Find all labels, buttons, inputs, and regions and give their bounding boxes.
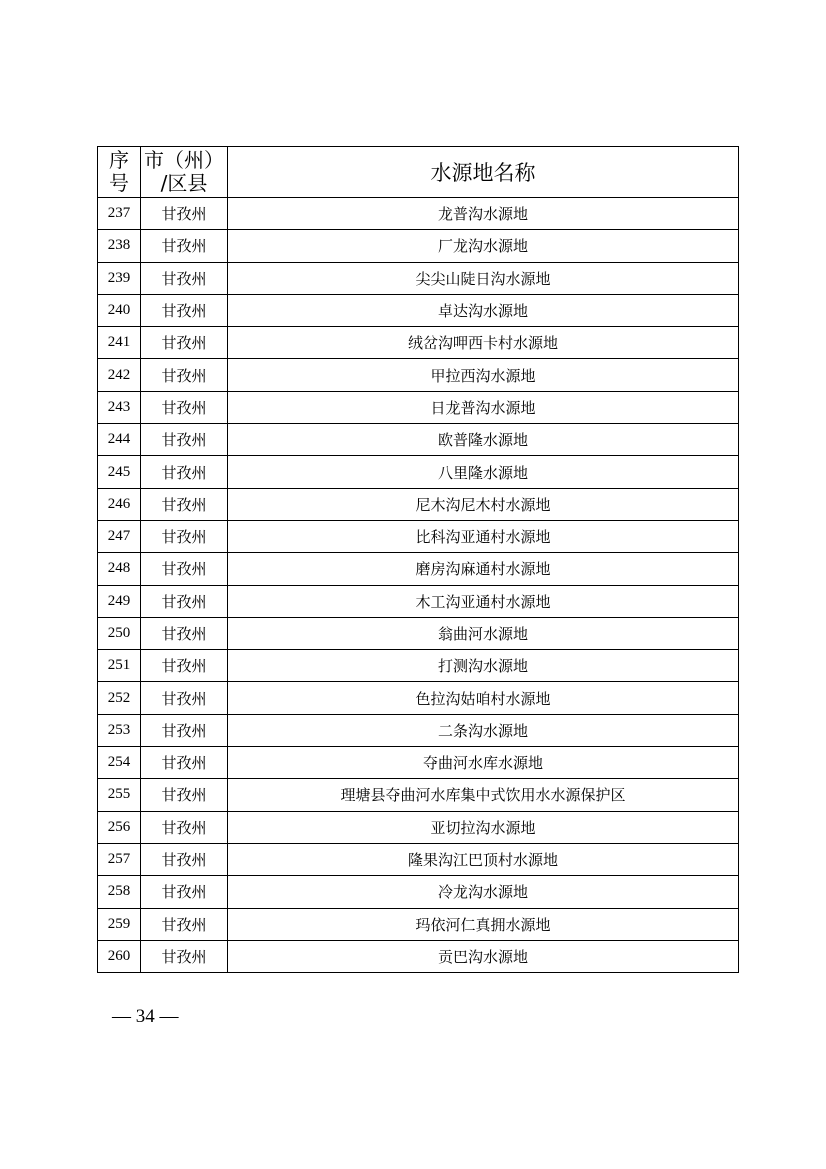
row-source-name-cell: 理塘县夺曲河水库集中式饮用水水源保护区 <box>228 779 739 811</box>
table-row <box>98 585 739 617</box>
row-city-cell: 甘孜州 <box>141 456 228 488</box>
row-source-name-cell: 尼木沟尼木村水源地 <box>228 488 739 520</box>
table-row <box>98 714 739 746</box>
column-header-city-line2: /区县 <box>160 171 208 195</box>
row-number-cell: 258 <box>98 876 141 908</box>
row-number-cell: 255 <box>98 779 141 811</box>
row-source-name-cell: 比科沟亚通村水源地 <box>228 520 739 552</box>
row-source-name-cell: 甲拉西沟水源地 <box>228 359 739 391</box>
table-row <box>98 908 739 940</box>
row-city-cell: 甘孜州 <box>141 617 228 649</box>
table-row <box>98 682 739 714</box>
row-source-name-cell: 欧普隆水源地 <box>228 424 739 456</box>
table-row <box>98 520 739 552</box>
row-number-cell: 259 <box>98 908 141 940</box>
table-row <box>98 262 739 294</box>
row-number-cell: 241 <box>98 327 141 359</box>
column-header-number-line1: 序 <box>109 148 129 172</box>
row-number-cell: 256 <box>98 811 141 843</box>
row-city-cell: 甘孜州 <box>141 327 228 359</box>
table-body <box>98 198 739 973</box>
row-city-cell: 甘孜州 <box>141 488 228 520</box>
table-header-row <box>98 147 739 198</box>
row-city-cell: 甘孜州 <box>141 359 228 391</box>
row-source-name-cell: 色拉沟姑咱村水源地 <box>228 682 739 714</box>
row-city-cell: 甘孜州 <box>141 553 228 585</box>
table-row <box>98 359 739 391</box>
table-row <box>98 198 739 230</box>
table-row <box>98 327 739 359</box>
row-number-cell: 251 <box>98 650 141 682</box>
row-number-cell: 247 <box>98 520 141 552</box>
row-number-cell: 238 <box>98 230 141 262</box>
row-city-cell: 甘孜州 <box>141 876 228 908</box>
row-number-cell: 257 <box>98 843 141 875</box>
row-source-name-cell: 冷龙沟水源地 <box>228 876 739 908</box>
row-city-cell: 甘孜州 <box>141 294 228 326</box>
column-header-number-line2: 号 <box>109 171 129 195</box>
row-number-cell: 242 <box>98 359 141 391</box>
table-row <box>98 391 739 423</box>
page-number: — 34 — <box>112 1006 179 1027</box>
row-number-cell: 240 <box>98 294 141 326</box>
row-source-name-cell: 龙普沟水源地 <box>228 198 739 230</box>
row-number-cell: 239 <box>98 262 141 294</box>
row-city-cell: 甘孜州 <box>141 650 228 682</box>
table-row <box>98 843 739 875</box>
table-row <box>98 650 739 682</box>
row-source-name-cell: 玛依河仁真拥水源地 <box>228 908 739 940</box>
row-city-cell: 甘孜州 <box>141 262 228 294</box>
row-number-cell: 248 <box>98 553 141 585</box>
table-row <box>98 876 739 908</box>
row-city-cell: 甘孜州 <box>141 520 228 552</box>
column-header-source-name: 水源地名称 <box>228 147 739 198</box>
row-source-name-cell: 木工沟亚通村水源地 <box>228 585 739 617</box>
row-city-cell: 甘孜州 <box>141 811 228 843</box>
row-number-cell: 237 <box>98 198 141 230</box>
row-number-cell: 249 <box>98 585 141 617</box>
table-row <box>98 488 739 520</box>
row-city-cell: 甘孜州 <box>141 940 228 972</box>
row-source-name-cell: 亚切拉沟水源地 <box>228 811 739 843</box>
row-city-cell: 甘孜州 <box>141 682 228 714</box>
row-number-cell: 243 <box>98 391 141 423</box>
row-number-cell: 250 <box>98 617 141 649</box>
table-row <box>98 424 739 456</box>
row-source-name-cell: 磨房沟麻通村水源地 <box>228 553 739 585</box>
row-source-name-cell: 二条沟水源地 <box>228 714 739 746</box>
table-row <box>98 940 739 972</box>
row-source-name-cell: 隆果沟江巴顶村水源地 <box>228 843 739 875</box>
row-city-cell: 甘孜州 <box>141 747 228 779</box>
table-row <box>98 553 739 585</box>
row-number-cell: 245 <box>98 456 141 488</box>
row-number-cell: 252 <box>98 682 141 714</box>
row-source-name-cell: 绒岔沟呷西卡村水源地 <box>228 327 739 359</box>
row-source-name-cell: 日龙普沟水源地 <box>228 391 739 423</box>
row-source-name-cell: 打测沟水源地 <box>228 650 739 682</box>
row-number-cell: 244 <box>98 424 141 456</box>
row-number-cell: 253 <box>98 714 141 746</box>
table-row <box>98 294 739 326</box>
row-source-name-cell: 夺曲河水库水源地 <box>228 747 739 779</box>
row-source-name-cell: 厂龙沟水源地 <box>228 230 739 262</box>
row-source-name-cell: 卓达沟水源地 <box>228 294 739 326</box>
row-source-name-cell: 尖尖山陡日沟水源地 <box>228 262 739 294</box>
table-row <box>98 811 739 843</box>
table-row <box>98 230 739 262</box>
table-row <box>98 617 739 649</box>
row-city-cell: 甘孜州 <box>141 424 228 456</box>
table-row <box>98 456 739 488</box>
row-number-cell: 254 <box>98 747 141 779</box>
row-source-name-cell: 八里隆水源地 <box>228 456 739 488</box>
row-city-cell: 甘孜州 <box>141 391 228 423</box>
row-city-cell: 甘孜州 <box>141 714 228 746</box>
row-city-cell: 甘孜州 <box>141 779 228 811</box>
column-header-city-line1: 市（州） <box>144 148 224 172</box>
row-city-cell: 甘孜州 <box>141 198 228 230</box>
row-source-name-cell: 翁曲河水源地 <box>228 617 739 649</box>
row-source-name-cell: 贡巴沟水源地 <box>228 940 739 972</box>
row-city-cell: 甘孜州 <box>141 843 228 875</box>
row-city-cell: 甘孜州 <box>141 230 228 262</box>
row-city-cell: 甘孜州 <box>141 585 228 617</box>
row-city-cell: 甘孜州 <box>141 908 228 940</box>
row-number-cell: 246 <box>98 488 141 520</box>
water-source-table <box>97 146 739 973</box>
table-row <box>98 747 739 779</box>
table-row <box>98 779 739 811</box>
column-header-number <box>98 147 141 198</box>
column-header-city <box>141 147 228 198</box>
row-number-cell: 260 <box>98 940 141 972</box>
